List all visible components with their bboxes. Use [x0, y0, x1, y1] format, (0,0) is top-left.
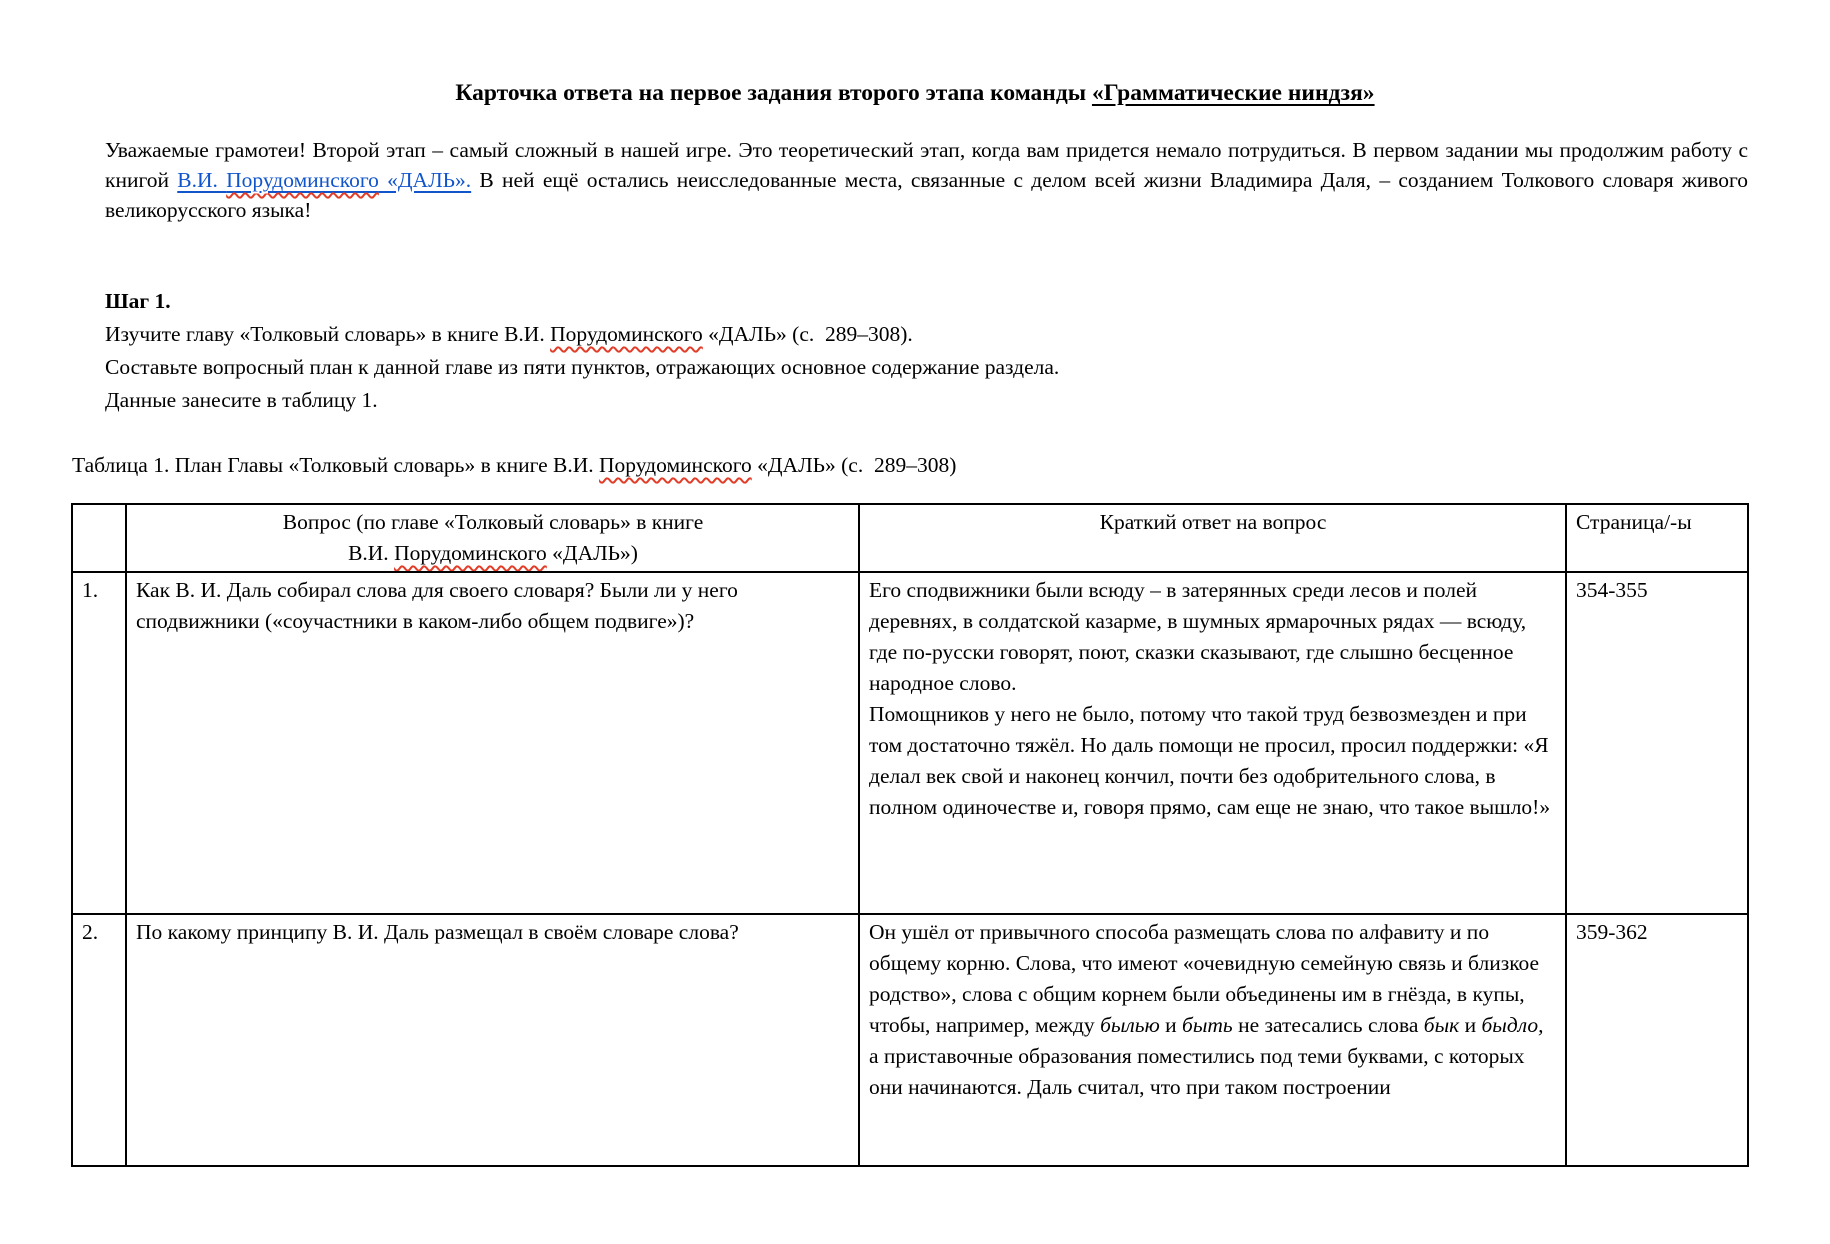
- row-2-answer-italic-3: бык: [1423, 1013, 1460, 1037]
- book-hyperlink[interactable]: [177, 168, 471, 192]
- row-2-answer-seg-3: не затесались слова: [1232, 1013, 1424, 1037]
- row-2-answer-seg-4: и: [1459, 1013, 1482, 1037]
- header-answer-label: Краткий ответ на вопрос: [1099, 510, 1327, 534]
- intro-text-after-link: В ней ещё остались неисследованные места, связанные с делом всей жизни Владимира Даля, – созданием Толкового словаря живого великорусского языка!: [105, 168, 1748, 222]
- step-1-line-1-after: «ДАЛЬ» (с. 289–308).: [702, 322, 913, 346]
- row-2-answer-italic-2: быть: [1182, 1013, 1233, 1037]
- row-2-answer-seg-2: и: [1159, 1013, 1183, 1037]
- row-1-number-cell: [72, 572, 126, 914]
- document-title-text: Карточка ответа на первое задания второго этапа команды: [455, 80, 1092, 106]
- row-1-question: Как В. И. Даль собирал слова для своего словаря? Были ли у него сподвижники («соучастники в каком-либо общем подвиге»)?: [136, 578, 738, 633]
- row-2-number-cell: [72, 914, 126, 1166]
- row-2-answer-italic-4: быдло,: [1481, 1013, 1544, 1037]
- table-row-2: [72, 914, 1748, 1166]
- table-row-1: [72, 572, 1748, 914]
- row-1-pages: 354-355: [1576, 578, 1648, 602]
- table-caption-after: «ДАЛЬ» (с. 289–308): [751, 453, 957, 477]
- header-question-line2-before: В.И.: [348, 541, 395, 565]
- table-caption: [72, 450, 1770, 480]
- row-2-answer-cell: [859, 914, 1566, 1166]
- header-cell-answer: [859, 504, 1566, 572]
- row-2-number: 2.: [82, 920, 99, 944]
- link-author-initials[interactable]: В.И.: [177, 168, 227, 192]
- row-2-answer-seg-1: Он ушёл от привычного способа размещать слова по алфавиту и по общему корню. Слова, что имеют «очевидную семейную связь и близкое родство», слова с общим корнем были объединены им в гнёзда, в купы, чтобы, например, между: [869, 920, 1540, 1037]
- row-2-pages: 359-362: [1576, 920, 1648, 944]
- row-1-answer-paragraph-1: Его сподвижники были всюду – в затерянных среди лесов и полей деревнях, в солдатской казарме, в шумных ярмарочных рядах — всюду, где по-русски говорят, поют, сказки сказывают, где слышно бесценное народное слово.: [869, 578, 1527, 695]
- team-name-underlined: «Грамматические ниндзя»: [1091, 80, 1375, 106]
- row-2-question: По какому принципу В. И. Даль размещал в своём словаре слова?: [136, 920, 739, 944]
- step-1-line-1: [105, 318, 1748, 351]
- header-cell-pages: [1566, 504, 1748, 572]
- link-book-title[interactable]: «ДАЛЬ».: [378, 168, 472, 192]
- row-2-answer-italic-1: былью: [1100, 1013, 1160, 1037]
- row-1-answer-cell: [859, 572, 1566, 914]
- row-1-answer-paragraph-2: Помощников у него не было, потому что такой труд безвозмезден и при том достаточно тяжёл. Но даль помощи не просил, просил поддержки: «Я делал век свой и наконец кончил, почти без одобрительного слова, в полном одиночестве и, говоря прямо, сам еще не знаю, что такое вышло!»: [869, 702, 1551, 819]
- step-1-heading: Шаг 1.: [105, 289, 171, 313]
- header-pages-label: Страница/-ы: [1576, 510, 1692, 534]
- header-cell-number: [72, 504, 126, 572]
- header-cell-question: [126, 504, 859, 572]
- link-misspelled-word[interactable]: Порудоминского: [226, 168, 379, 192]
- document-title: [0, 0, 1830, 108]
- row-2-answer: [869, 917, 1557, 1165]
- header-question-misspelled-word: Порудоминского: [394, 541, 547, 565]
- header-question-line1: Вопрос (по главе «Толковый словарь» в книге: [282, 510, 704, 534]
- row-1-question-cell: [126, 572, 859, 914]
- step-1-misspelled-word: Порудоминского: [550, 322, 703, 346]
- step-1-line-1-before: Изучите главу «Толковый словарь» в книге В.И.: [105, 322, 551, 346]
- intro-text-before-link: Уважаемые грамотеи! Второй этап – самый сложный в нашей игре. Это теоретический этап, когда вам придется немало потрудиться. В первом задании мы продолжим работу с книгой: [105, 138, 1748, 192]
- table-header-row: [72, 504, 1748, 572]
- row-2-question-cell: [126, 914, 859, 1166]
- row-1-pages-cell: [1566, 572, 1748, 914]
- row-1-number: 1.: [82, 578, 99, 602]
- row-2-answer-seg-5: а приставочные образования поместились под теми буквами, с которых они начинаются. Даль считал, что при таком построении: [869, 1044, 1525, 1099]
- step-1-section: [105, 285, 1748, 417]
- step-1-line-3: Данные занесите в таблицу 1.: [105, 388, 378, 412]
- intro-paragraph: [105, 135, 1748, 225]
- header-question-line2-after: «ДАЛЬ»): [546, 541, 638, 565]
- step-1-line-2: Составьте вопросный план к данной главе из пяти пунктов, отражающих основное содержание раздела.: [105, 355, 1060, 379]
- plan-table: [71, 503, 1749, 1167]
- row-2-pages-cell: [1566, 914, 1748, 1166]
- table-caption-before: Таблица 1. План Главы «Толковый словарь» в книге В.И.: [72, 453, 600, 477]
- table-caption-misspelled-word: Порудоминского: [599, 453, 752, 477]
